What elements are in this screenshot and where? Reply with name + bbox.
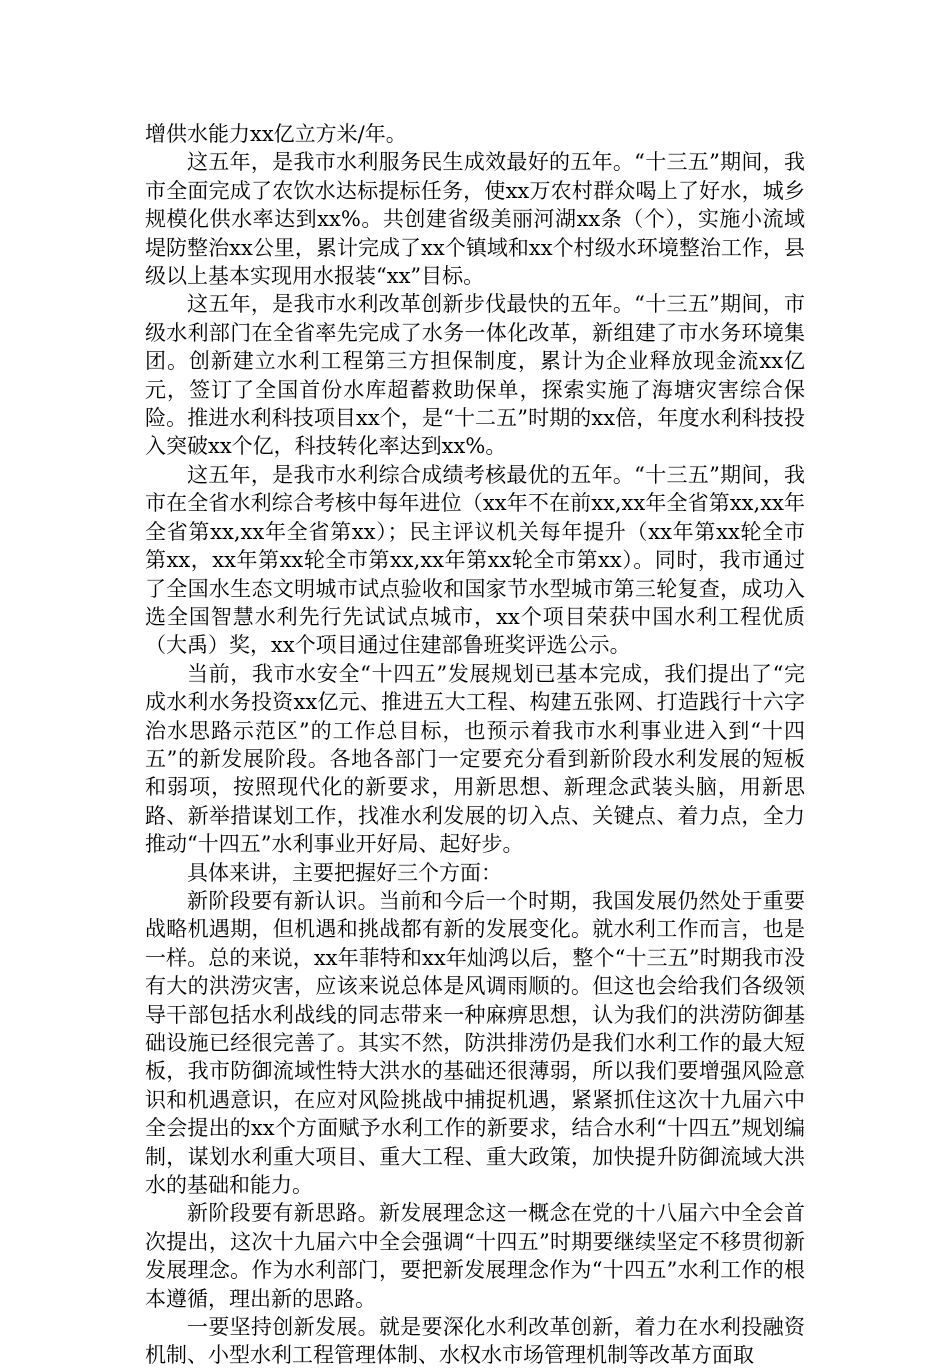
paragraph-new-understanding: 新阶段要有新认识。当前和今后一个时期，我国发展仍然处于重要战略机遇期，但机遇和挑战都有新的发展变化。就水利工作而言，也是一样。总的来说，xx年菲特和xx年灿鸿以后，整个“十三五”时期我市没有大的洪涝灾害，应该来说总体是风调雨顺的。但这也会给我们各级领导干部包括水利战线的同志带来一种麻痹思想，认为我们的洪涝防御基础设施已经很完善了。其实不然，防洪排涝仍是我们水利工作的最大短板，我市防御流域性特大洪水的基础还很薄弱，所以我们要增强风险意识和机遇意识，在应对风险挑战中捕捉机遇，紧紧抓住这次十九届六中全会提出的xx个方面赋予水利工作的新要求，结合水利“十四五”规划编制，谋划水利重大项目、重大工程、重大政策，加快提升防御流域大洪水的基础和能力。	[145, 888, 805, 1198]
document-body	[145, 120, 805, 1370]
paragraph-reform-innovation: 这五年，是我市水利改革创新步伐最快的五年。“十三五”期间，市级水利部门在全省率先完成了水务一体化改革，新组建了市水务环境集团。创新建立水利工程第三方担保制度，累计为企业释放现金流xx亿元，签订了全国首份水库超蓄救助保单，探索实施了海塘灾害综合保险。推进水利科技项目xx个，是“十二五”时期的xx倍，年度水利科技投入突破xx个亿，科技转化率达到xx%。	[145, 292, 805, 459]
paragraph-fourteenth-five-year-plan: 当前，我市水安全“十四五”发展规划已基本完成，我们提出了“完成水利水务投资xx亿元、推进五大工程、构建五张网、打造践行十六字治水思路示范区”的工作总目标，也预示着我市水利事业进入到“十四五”的新发展阶段。各地各部门一定要充分看到新阶段水利发展的短板和弱项，按照现代化的新要求，用新思想、新理念武装头脑，用新思路、新举措谋划工作，找准水利发展的切入点、关键点、着力点，全力推动“十四五”水利事业开好局、起好步。	[145, 661, 805, 857]
paragraph-assessment-results: 这五年，是我市水利综合成绩考核最优的五年。“十三五”期间，我市在全省水利综合考核中每年进位（xx年不在前xx,xx年全省第xx,xx年全省第xx,xx年全省第xx）；民主评议机关每年提升（xx年第xx轮全市第xx，xx年第xx轮全市第xx,xx年第xx轮全市第xx）。同时，我市通过了全国水生态文明城市试点验收和国家节水型城市第三轮复查，成功入选全国智慧水利先行先试试点城市，xx个项目荣获中国水利工程优质（大禹）奖，xx个项目通过住建部鲁班奖评选公示。	[145, 462, 805, 658]
paragraph-livelihood-service: 这五年，是我市水利服务民生成效最好的五年。“十三五”期间，我市全面完成了农饮水达标提标任务，使xx万农村群众喝上了好水，城乡规模化供水率达到xx%。共创建省级美丽河湖xx条（个），实施小流域堤防整治xx公里，累计完成了xx个镇域和xx个村级水环境整治工作，县级以上基本实现用水报装“xx”目标。	[145, 150, 805, 289]
paragraph-new-thinking: 新阶段要有新思路。新发展理念这一概念在党的十八届六中全会首次提出，这次十九届六中全会强调“十四五”时期要继续坚定不移贯彻新发展理念。作为水利部门，要把新发展理念作为“十四五”水利工作的根本遵循，理出新的思路。	[145, 1201, 805, 1311]
paragraph-water-supply-capacity: 增供水能力xx亿立方米/年。	[145, 122, 407, 146]
paragraph-innovative-development: 一要坚持创新发展。就是要深化水利改革创新，着力在水利投融资机制、小型水利工程管理体制、水权水市场管理机制等改革方面取	[145, 1315, 805, 1368]
paragraph-three-aspects-intro: 具体来讲，主要把握好三个方面：	[187, 860, 502, 885]
